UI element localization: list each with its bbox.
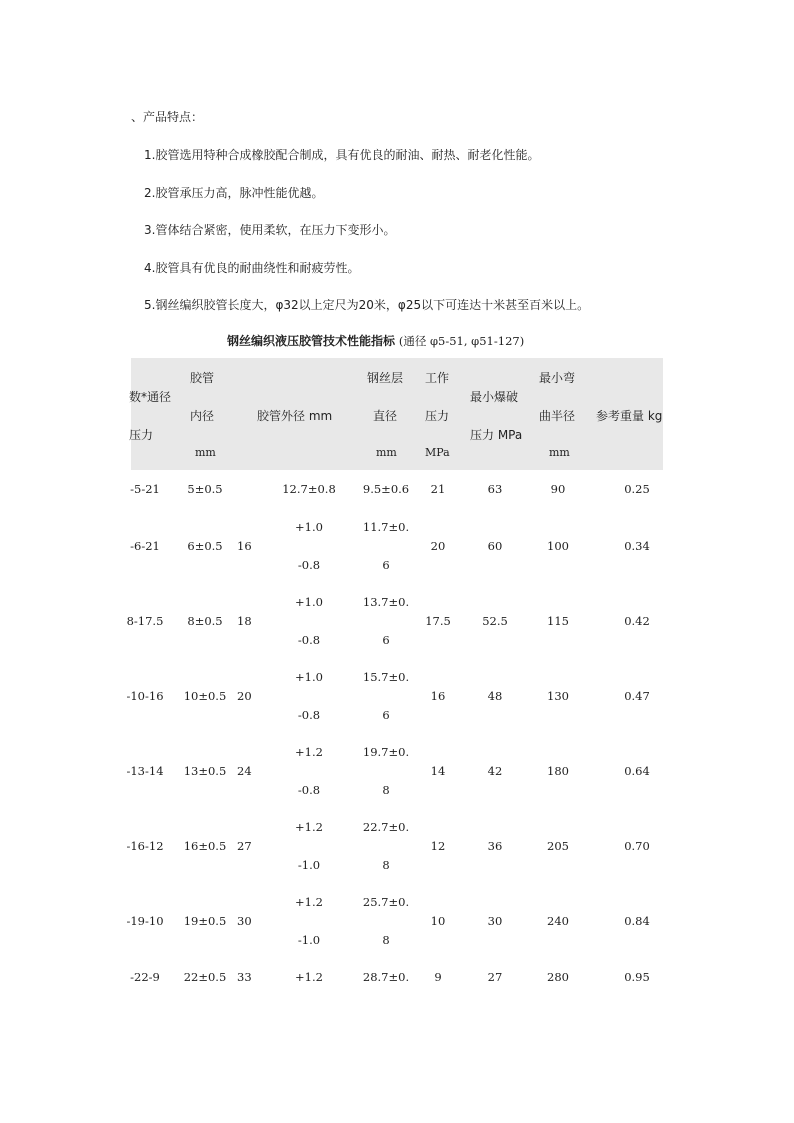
row-working-pressure: 10: [430, 914, 446, 928]
header-burst-line2: 压力 MPa: [470, 428, 523, 442]
feature-item-4: 4.胶管具有优良的耐曲绕性和耐疲劳性。: [144, 261, 360, 275]
spec-table: [126, 358, 663, 998]
row-outer-tolerance-lower: -0.8: [297, 783, 321, 797]
row-working-pressure: 20: [430, 539, 446, 553]
table-spec: (通径 φ5-51, φ51-127): [398, 334, 525, 348]
row-weight: 0.42: [624, 614, 650, 628]
row-working-pressure: 14: [430, 764, 446, 778]
row-outer-tolerance-lower: -1.0: [297, 933, 321, 947]
row-working-pressure: 17.5: [425, 614, 451, 628]
row-outer-tolerance-lower: -0.8: [297, 558, 321, 572]
row-outer-diameter: 33: [237, 970, 252, 984]
row-wire-diameter-cont: 6: [382, 633, 390, 647]
row-bend-radius: 115: [547, 614, 569, 628]
row-spec: -16-12: [126, 839, 164, 853]
header-bend-line2: 曲半径: [539, 409, 576, 423]
row-wire-diameter: 11.7±0.: [362, 520, 410, 534]
row-spec: -6-21: [130, 539, 160, 553]
row-inner-diameter: 19±0.5: [183, 914, 227, 928]
table-title: 钢丝编织液压胶管技术性能指标: [227, 334, 396, 348]
table-header: [131, 358, 663, 470]
row-working-pressure: 21: [430, 482, 446, 496]
header-spec-line2: 压力: [129, 428, 154, 442]
feature-item-3: 3.管体结合紧密，使用柔软，在压力下变形小。: [144, 223, 396, 237]
row-wire-diameter-cont: 6: [382, 708, 390, 722]
header-spec-line1: 数*通径: [129, 390, 172, 404]
row-outer-tolerance-upper: +1.2: [295, 895, 323, 909]
header-outer-diameter: 胶管外径 mm: [257, 409, 333, 423]
row-outer-diameter: 24: [237, 764, 252, 778]
row-outer-tolerance-upper: +1.0: [295, 595, 323, 609]
row-spec: 8-17.5: [126, 614, 164, 628]
row-wire-diameter-cont: 8: [382, 933, 390, 947]
row-bend-radius: 180: [547, 764, 569, 778]
row-wire-diameter: 15.7±0.: [362, 670, 410, 684]
row-bend-radius: 240: [547, 914, 569, 928]
row-bend-radius: 280: [547, 970, 569, 984]
row-spec: -10-16: [126, 689, 164, 703]
row-wire-diameter: 19.7±0.: [362, 745, 410, 759]
header-wire-line1: 钢丝层: [367, 371, 404, 385]
row-burst-pressure: 30: [487, 914, 503, 928]
header-bend-line1: 最小弯: [539, 371, 576, 385]
feature-item-5: 5.钢丝编织胶管长度大，φ32以上定尺为20米，φ25以下可连达十米甚至百米以上。: [144, 298, 590, 312]
header-work-line1: 工作: [425, 371, 450, 385]
row-outer-tolerance-upper: +1.2: [295, 745, 323, 759]
row-weight: 0.84: [624, 914, 650, 928]
row-inner-diameter: 16±0.5: [183, 839, 227, 853]
row-inner-diameter: 5±0.5: [187, 482, 223, 496]
row-working-pressure: 9: [434, 970, 442, 984]
row-spec: -19-10: [126, 914, 164, 928]
row-working-pressure: 16: [430, 689, 446, 703]
feature-item-2: 2.胶管承压力高，脉冲性能优越。: [144, 186, 324, 200]
row-weight: 0.25: [624, 482, 650, 496]
row-inner-diameter: 22±0.5: [183, 970, 227, 984]
row-bend-radius: 130: [547, 689, 569, 703]
row-inner-diameter: 13±0.5: [183, 764, 227, 778]
section-heading: 、产品特点：: [131, 110, 204, 124]
row-spec: -5-21: [130, 482, 160, 496]
row-outer-diameter: 18: [237, 614, 252, 628]
row-weight: 0.95: [624, 970, 650, 984]
row-inner-diameter: 10±0.5: [183, 689, 227, 703]
row-burst-pressure: 27: [487, 970, 503, 984]
row-wire-diameter-cont: 8: [382, 858, 390, 872]
row-burst-pressure: 52.5: [482, 614, 508, 628]
row-outer-diameter: 27: [237, 839, 252, 853]
header-wire-unit: mm: [376, 446, 397, 459]
feature-item-1: 1.胶管选用特种合成橡胶配合制成，具有优良的耐油、耐热、耐老化性能。: [144, 148, 540, 162]
row-outer-tolerance-lower: -0.8: [297, 633, 321, 647]
row-outer-diameter: 30: [237, 914, 252, 928]
row-outer-tolerance: 12.7±0.8: [282, 482, 336, 496]
row-bend-radius: 205: [547, 839, 569, 853]
row-weight: 0.47: [624, 689, 650, 703]
row-outer-diameter: 16: [237, 539, 252, 553]
header-work-unit: MPa: [425, 446, 450, 459]
row-wire-diameter-cont: 8: [382, 783, 390, 797]
row-outer-tolerance-upper: +1.0: [295, 670, 323, 684]
row-wire-diameter: 9.5±0.6: [362, 482, 410, 496]
row-wire-diameter: 25.7±0.: [362, 895, 410, 909]
row-bend-radius: 90: [550, 482, 566, 496]
row-burst-pressure: 36: [487, 839, 503, 853]
header-weight: 参考重量 kg: [596, 409, 663, 423]
row-bend-radius: 100: [547, 539, 569, 553]
row-spec: -13-14: [126, 764, 164, 778]
row-outer-tolerance-lower: -0.8: [297, 708, 321, 722]
row-wire-diameter: 13.7±0.: [362, 595, 410, 609]
header-burst-line1: 最小爆破: [470, 390, 519, 404]
row-inner-diameter: 6±0.5: [187, 539, 223, 553]
row-outer-tolerance-upper: +1.0: [295, 520, 323, 534]
row-outer-diameter: 20: [237, 689, 252, 703]
header-work-line2: 压力: [425, 409, 450, 423]
header-inner-unit: mm: [195, 446, 216, 459]
row-weight: 0.70: [624, 839, 650, 853]
row-weight: 0.34: [624, 539, 650, 553]
row-inner-diameter: 8±0.5: [187, 614, 223, 628]
row-burst-pressure: 42: [487, 764, 503, 778]
row-burst-pressure: 63: [487, 482, 503, 496]
header-wire-line2: 直径: [373, 409, 398, 423]
header-inner-line1: 胶管: [190, 371, 215, 385]
row-outer-tolerance-lower: -1.0: [297, 858, 321, 872]
table-caption: [227, 332, 524, 349]
row-weight: 0.64: [624, 764, 650, 778]
header-bend-unit: mm: [549, 446, 570, 459]
header-inner-line2: 内径: [190, 409, 215, 423]
row-spec: -22-9: [130, 970, 160, 984]
row-outer-tolerance-upper: +1.2: [295, 970, 323, 984]
row-working-pressure: 12: [430, 839, 446, 853]
row-outer-tolerance-upper: +1.2: [295, 820, 323, 834]
row-wire-diameter-cont: 6: [382, 558, 390, 572]
row-burst-pressure: 48: [487, 689, 503, 703]
row-wire-diameter: 28.7±0.: [362, 970, 410, 984]
row-wire-diameter: 22.7±0.: [362, 820, 410, 834]
row-burst-pressure: 60: [487, 539, 503, 553]
